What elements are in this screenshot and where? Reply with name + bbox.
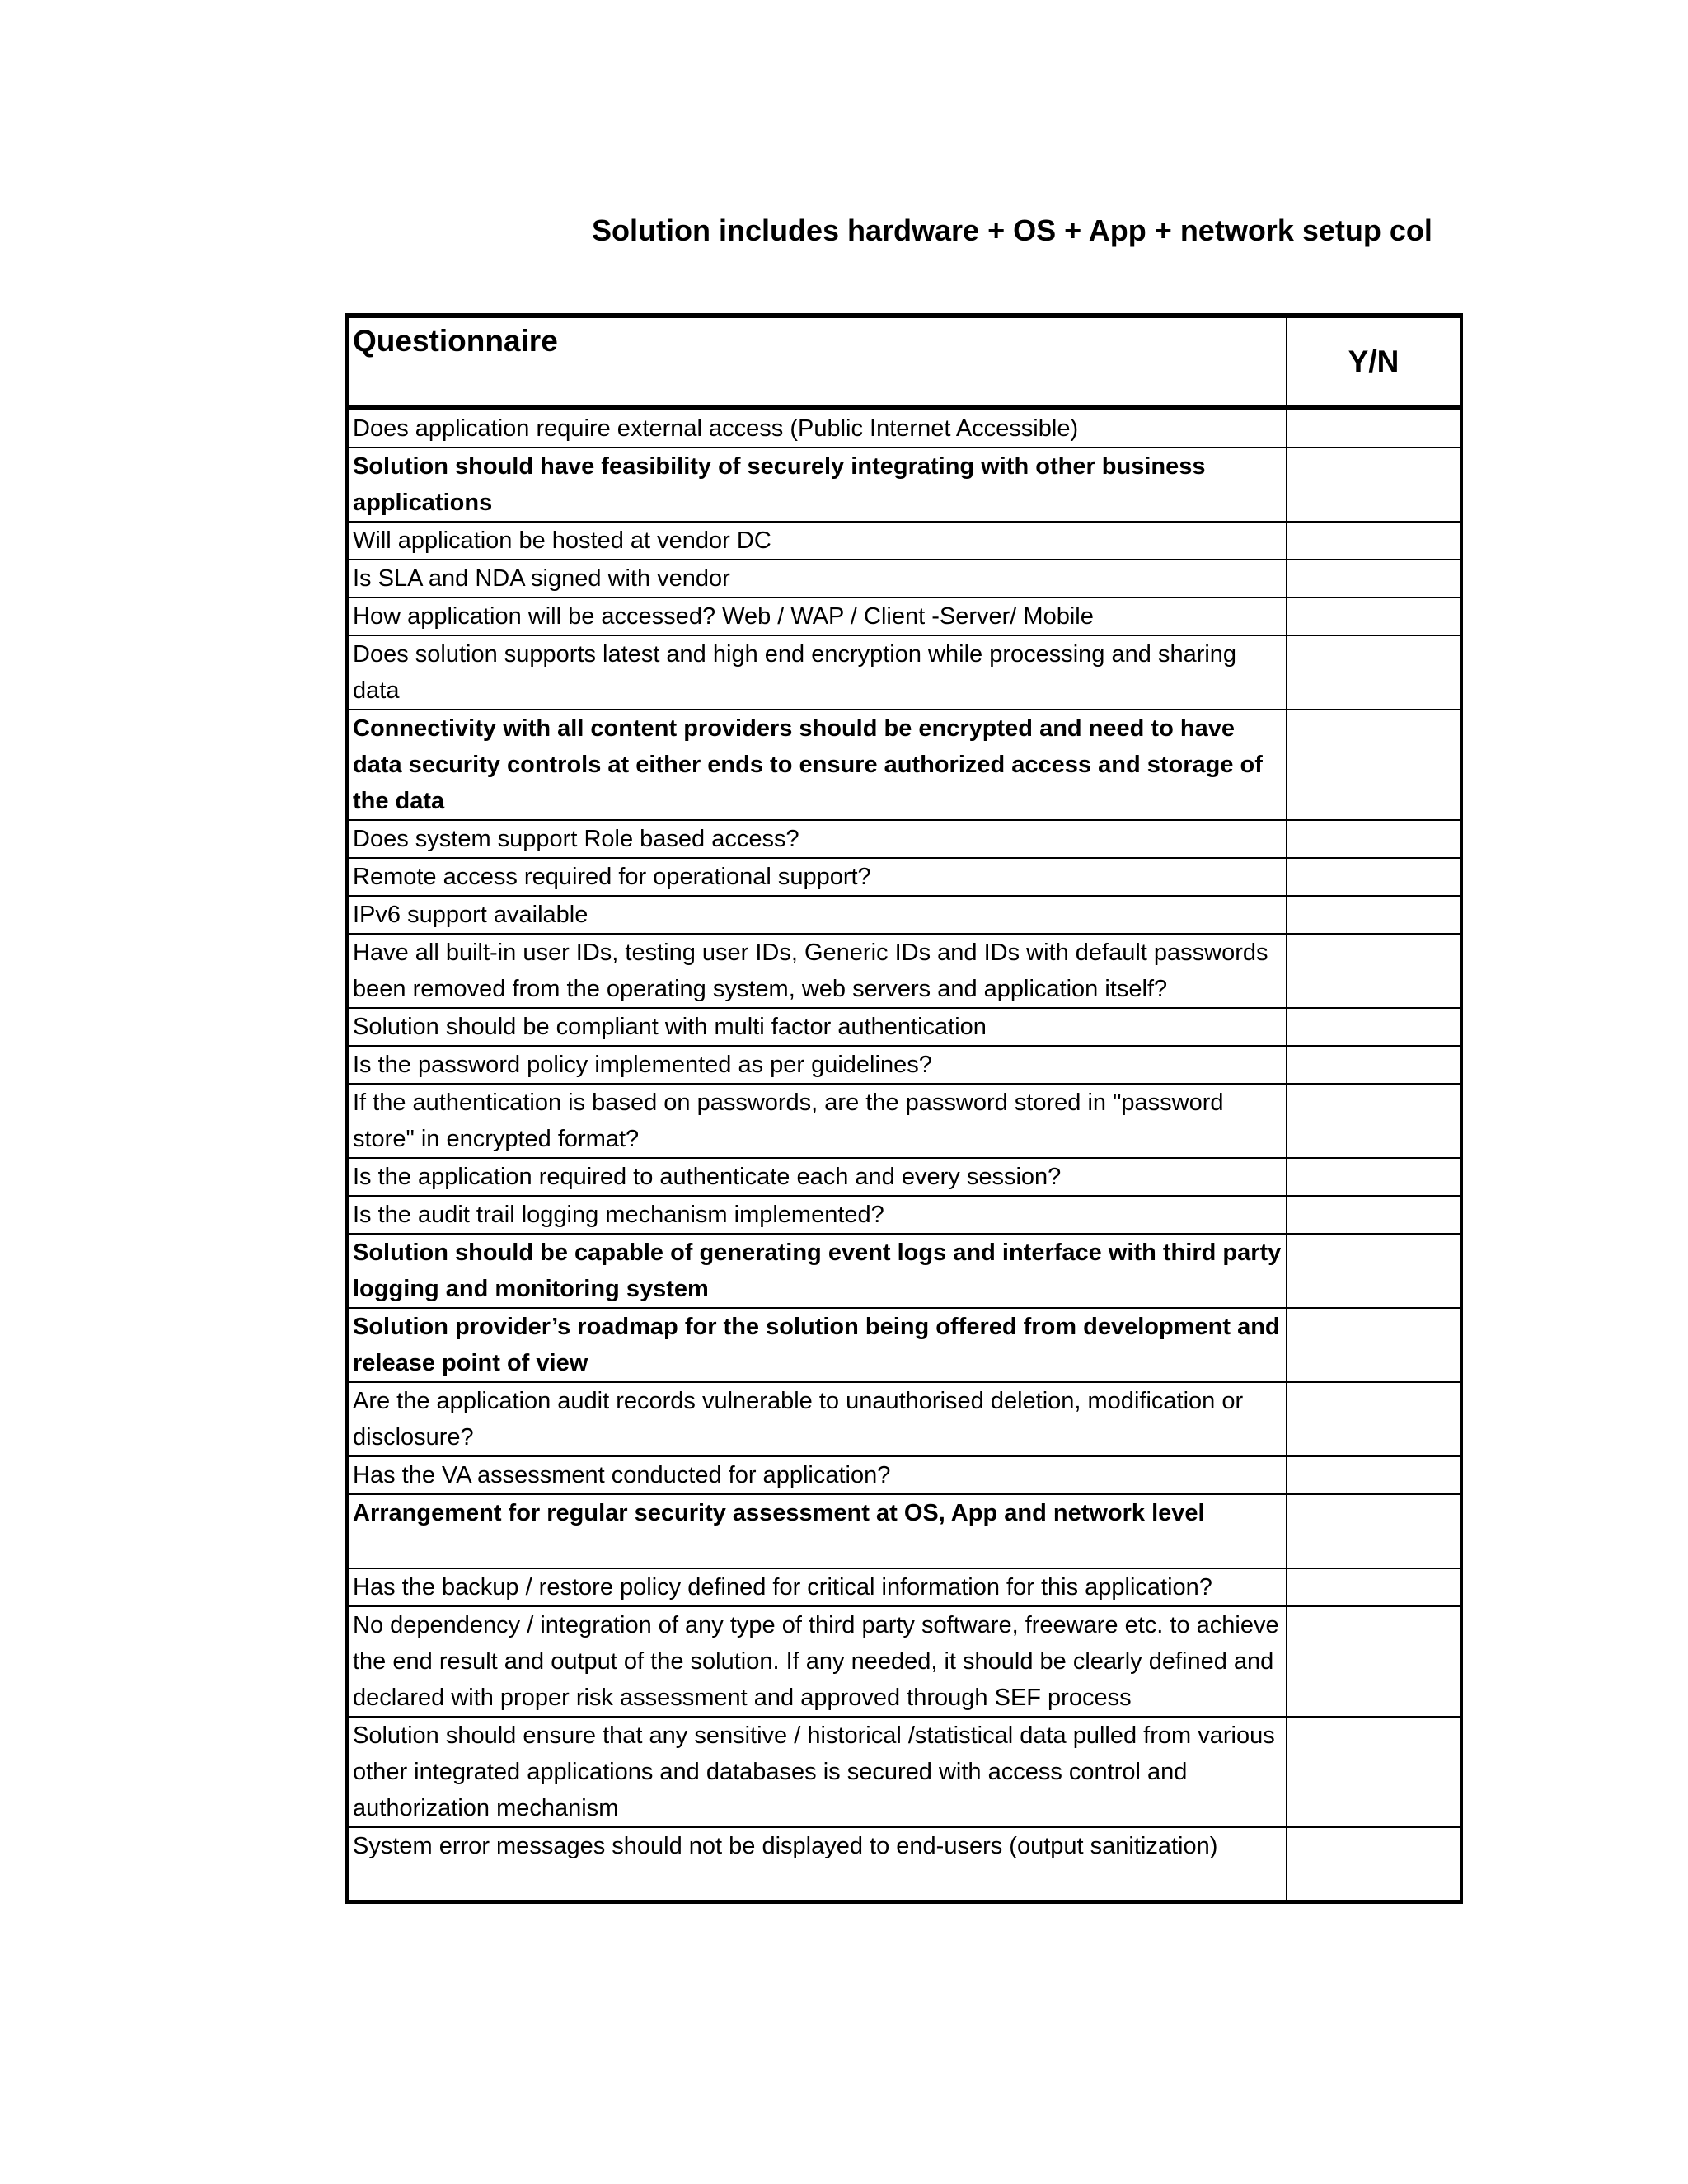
question-cell: Solution should be compliant with multi factor authentication (347, 1008, 1287, 1046)
table-row (347, 522, 1461, 560)
table-row (347, 1234, 1461, 1308)
table-row (347, 560, 1461, 598)
question-cell: Have all built-in user IDs, testing user IDs, Generic IDs and IDs with default passwords been removed from the operating system, web servers and application itself? (347, 934, 1287, 1008)
question-cell: Arrangement for regular security assessment at OS, App and network level (347, 1494, 1287, 1568)
answer-cell[interactable] (1287, 1382, 1461, 1456)
table-row (347, 448, 1461, 522)
table-row (347, 1568, 1461, 1606)
question-cell: Remote access required for operational support? (347, 858, 1287, 896)
table-row (347, 1196, 1461, 1234)
table-row (347, 1827, 1461, 1902)
answer-cell[interactable] (1287, 1717, 1461, 1827)
questionnaire-table (345, 313, 1463, 1904)
answer-cell[interactable] (1287, 1158, 1461, 1196)
question-cell: Is the audit trail logging mechanism implemented? (347, 1196, 1287, 1234)
answer-cell[interactable] (1287, 1827, 1461, 1902)
table-row (347, 408, 1461, 448)
question-cell: Solution should be capable of generating event logs and interface with third party logging and monitoring system (347, 1234, 1287, 1308)
question-cell: Solution should have feasibility of securely integrating with other business applications (347, 448, 1287, 522)
table-row (347, 1158, 1461, 1196)
table-row (347, 1084, 1461, 1158)
question-cell: Solution provider’s roadmap for the solution being offered from development and release point of view (347, 1308, 1287, 1382)
answer-cell[interactable] (1287, 1456, 1461, 1494)
table-row (347, 934, 1461, 1008)
question-cell: System error messages should not be displayed to end-users (output sanitization) (347, 1827, 1287, 1902)
answer-cell[interactable] (1287, 522, 1461, 560)
answer-cell[interactable] (1287, 934, 1461, 1008)
question-cell: Is SLA and NDA signed with vendor (347, 560, 1287, 598)
answer-cell[interactable] (1287, 896, 1461, 934)
table-row (347, 1308, 1461, 1382)
question-cell: If the authentication is based on passwords, are the password stored in "password store" in encrypted format? (347, 1084, 1287, 1158)
answer-cell[interactable] (1287, 1606, 1461, 1717)
answer-cell[interactable] (1287, 1568, 1461, 1606)
answer-cell[interactable] (1287, 1196, 1461, 1234)
answer-cell[interactable] (1287, 560, 1461, 598)
table-row (347, 1008, 1461, 1046)
answer-cell[interactable] (1287, 1234, 1461, 1308)
table-row (347, 598, 1461, 635)
page-title: Solution includes hardware + OS + App + network setup col (592, 213, 1432, 247)
question-cell: No dependency / integration of any type of third party software, freeware etc. to achieve the end result and output of the solution. If any needed, it should be clearly defined and declared with proper risk assessment and approved through SEF process (347, 1606, 1287, 1717)
answer-cell[interactable] (1287, 1008, 1461, 1046)
table-row (347, 1717, 1461, 1827)
table-row (347, 710, 1461, 820)
question-cell: Does solution supports latest and high end encryption while processing and sharing data (347, 635, 1287, 710)
table-row (347, 1382, 1461, 1456)
answer-cell[interactable] (1287, 710, 1461, 820)
question-cell: Is the application required to authenticate each and every session? (347, 1158, 1287, 1196)
table-row (347, 1046, 1461, 1084)
question-cell: Solution should ensure that any sensitive / historical /statistical data pulled from various other integrated applications and databases is secured with access control and authorization mechanism (347, 1717, 1287, 1827)
answer-cell[interactable] (1287, 1084, 1461, 1158)
answer-cell[interactable] (1287, 1494, 1461, 1568)
answer-cell[interactable] (1287, 1046, 1461, 1084)
table-row (347, 1606, 1461, 1717)
table-row (347, 1456, 1461, 1494)
question-cell: Will application be hosted at vendor DC (347, 522, 1287, 560)
question-cell: How application will be accessed? Web / WAP / Client -Server/ Mobile (347, 598, 1287, 635)
questionnaire-header: Questionnaire (347, 316, 1287, 408)
table-row (347, 1494, 1461, 1568)
table-row (347, 635, 1461, 710)
question-cell: IPv6 support available (347, 896, 1287, 934)
table-row (347, 858, 1461, 896)
table-row (347, 896, 1461, 934)
answer-cell[interactable] (1287, 448, 1461, 522)
answer-cell[interactable] (1287, 858, 1461, 896)
answer-cell[interactable] (1287, 598, 1461, 635)
question-cell: Are the application audit records vulnerable to unauthorised deletion, modification or disclosure? (347, 1382, 1287, 1456)
question-cell: Is the password policy implemented as per guidelines? (347, 1046, 1287, 1084)
table-row (347, 820, 1461, 858)
answer-cell[interactable] (1287, 820, 1461, 858)
question-cell: Connectivity with all content providers should be encrypted and need to have data security controls at either ends to ensure authorized access and storage of the data (347, 710, 1287, 820)
question-cell: Has the backup / restore policy defined for critical information for this application? (347, 1568, 1287, 1606)
question-cell: Has the VA assessment conducted for application? (347, 1456, 1287, 1494)
table-header-row (347, 316, 1461, 408)
answer-cell[interactable] (1287, 635, 1461, 710)
question-cell: Does application require external access (Public Internet Accessible) (347, 408, 1287, 448)
answer-cell[interactable] (1287, 1308, 1461, 1382)
yn-header: Y/N (1287, 316, 1461, 408)
question-cell: Does system support Role based access? (347, 820, 1287, 858)
answer-cell[interactable] (1287, 408, 1461, 448)
